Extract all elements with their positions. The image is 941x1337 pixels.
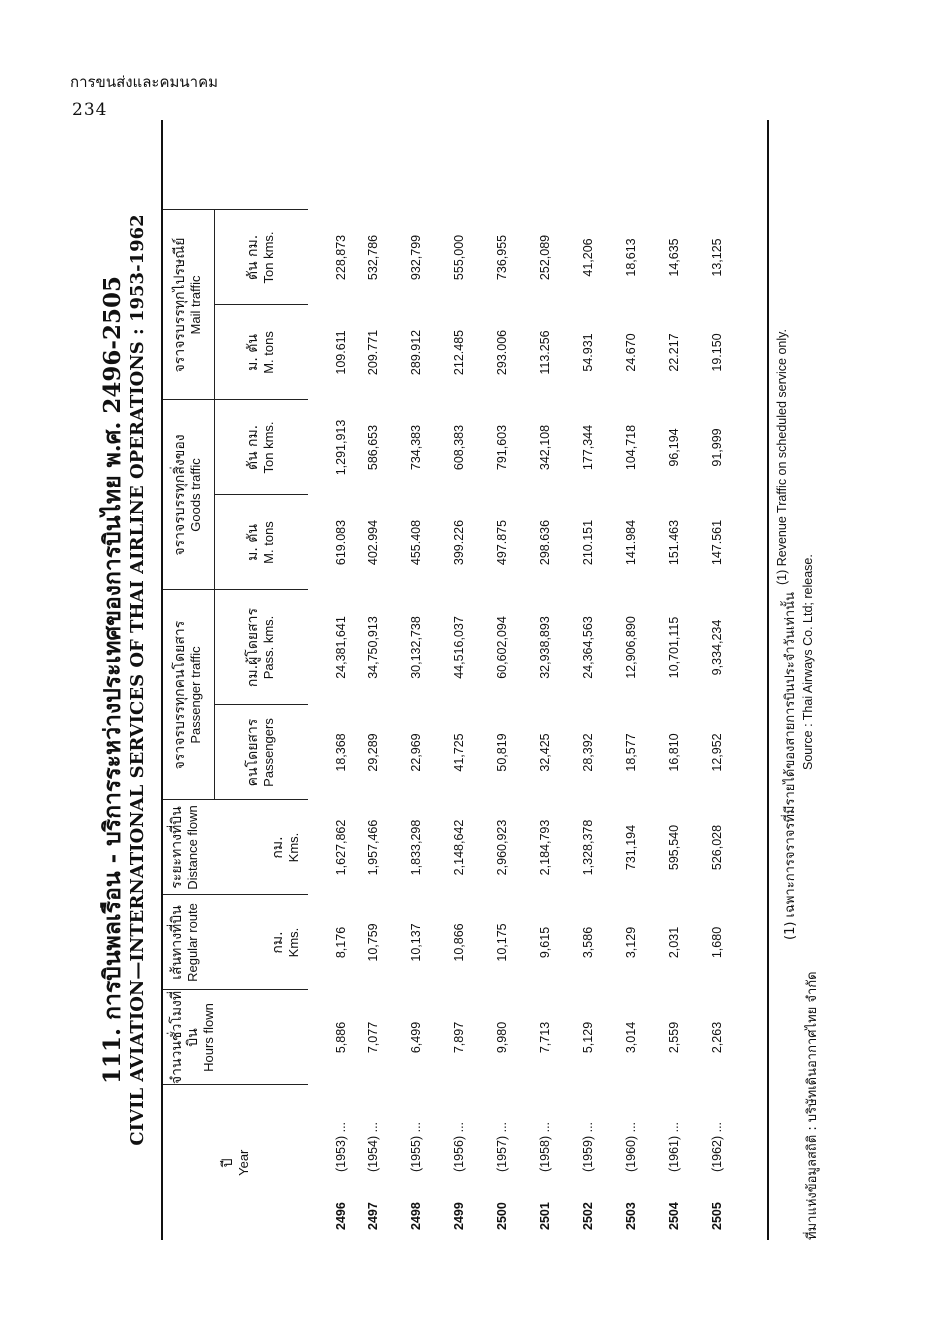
- cell-goods-tonkms: 1,291,913: [333, 419, 348, 476]
- spacer-cell: [523, 120, 566, 210]
- year-be: 2503: [623, 1202, 638, 1230]
- year-be: 2496: [333, 1202, 348, 1230]
- cell-route: 10,866: [451, 923, 466, 962]
- year-ce: (1959) ...: [580, 1121, 595, 1172]
- passengers-subheader: [214, 705, 308, 800]
- cell-distance: 2,184,793: [537, 819, 552, 876]
- cell-passengers: 18,577: [623, 733, 638, 772]
- cell-pass-kms: 30,132,738: [408, 616, 423, 679]
- table-bottom-rule: [767, 120, 769, 1240]
- spacer-cell: [566, 120, 609, 210]
- goods-tons-sub-thai: ม. ตัน: [245, 524, 262, 561]
- cell-distance: 526,028: [709, 824, 724, 871]
- cell-passengers: 12,952: [709, 733, 724, 772]
- cell-mail-tonkms: 532,786: [365, 234, 380, 281]
- cell-hours: 9,980: [494, 1021, 509, 1054]
- table-row: [437, 120, 480, 1240]
- cell-goods-tons: 399.226: [451, 519, 466, 566]
- cell-route: 10,175: [494, 923, 509, 962]
- goods-tonkms-sub-thai: ตัน กม.: [245, 424, 262, 471]
- cell-distance: 1,627,862: [333, 819, 348, 876]
- table-row: [394, 120, 437, 1240]
- year-header-thai: ปี: [219, 1158, 236, 1168]
- year-cell: [609, 1085, 652, 1240]
- hours-header-english: Hours flown: [201, 1003, 216, 1072]
- spacer-column: [162, 120, 308, 210]
- cell-mail-tonkms: 18,613: [623, 238, 638, 277]
- pass-kms-sub-english: Pass. kms.: [261, 615, 277, 680]
- cell-goods-tonkms: 96,194: [666, 428, 681, 467]
- cell-hours: 2,559: [666, 1021, 681, 1054]
- cell-mail-tonkms: 228,873: [333, 234, 348, 281]
- year-cell: [480, 1085, 523, 1240]
- distance-unit-english: Kms.: [286, 832, 301, 863]
- cell-pass-kms: 34,750,913: [365, 616, 380, 679]
- year-ce: (1956) ...: [451, 1121, 466, 1172]
- cell-hours: 6,499: [408, 1021, 423, 1054]
- goods-tonkms-subheader: [214, 400, 308, 495]
- route-header-english: Regular route: [185, 903, 200, 982]
- year-ce: (1961) ...: [666, 1121, 681, 1172]
- cell-mail-tons: 209.771: [365, 329, 380, 376]
- source-english: Source : Thai Airways Co. Ltd; release.: [801, 554, 815, 770]
- distance-header-thai: ระยะทางที่บิน: [169, 806, 185, 889]
- passenger-traffic-header: [162, 590, 214, 800]
- mail-tons-sub-thai: ม. ตัน: [245, 334, 262, 371]
- cell-hours: 7,713: [537, 1021, 552, 1054]
- civil-aviation-table: [161, 120, 738, 1240]
- cell-goods-tons: 210.151: [580, 519, 595, 566]
- cell-mail-tonkms: 555,000: [451, 234, 466, 281]
- cell-goods-tons: 497.875: [494, 519, 509, 566]
- cell-mail-tons: 212.485: [451, 329, 466, 376]
- pass-kms-sub-thai: กม.ผู้โดยสาร: [245, 607, 262, 688]
- passenger-header-thai: จราจรบรรทุกคนโดยสาร: [172, 620, 189, 770]
- cell-goods-tons: 151.463: [666, 519, 681, 566]
- cell-passengers: 29,289: [365, 733, 380, 772]
- cell-hours: 5,886: [333, 1021, 348, 1054]
- route-unit-cell: [264, 895, 308, 990]
- cell-passengers: 22,969: [408, 733, 423, 772]
- cell-pass-kms: 10,701,115: [666, 616, 681, 679]
- year-cell: [351, 1085, 394, 1240]
- table-row: [609, 120, 652, 1240]
- year-ce: (1955) ...: [408, 1121, 423, 1172]
- year-cell: [523, 1085, 566, 1240]
- cell-mail-tonkms: 41,206: [580, 238, 595, 277]
- mail-tons-subheader: [214, 305, 308, 400]
- cell-hours: 3,014: [623, 1021, 638, 1054]
- goods-tons-sub-english: M. tons: [261, 521, 277, 564]
- cell-route: 10,759: [365, 923, 380, 962]
- spacer-cell: [437, 120, 480, 210]
- cell-goods-tons: 141.984: [623, 519, 638, 566]
- table-row: [480, 120, 523, 1240]
- year-be: 2505: [709, 1202, 724, 1230]
- year-header-english: Year: [235, 1149, 251, 1176]
- passengers-sub-thai: คนโดยสาร: [245, 718, 262, 787]
- spacer-cell: [308, 120, 351, 210]
- goods-tons-subheader: [214, 495, 308, 590]
- cell-pass-kms: 44,516,037: [451, 616, 466, 679]
- passengers-sub-english: Passengers: [261, 718, 277, 787]
- spacer-cell: [480, 120, 523, 210]
- route-unit-thai: กม.: [270, 931, 286, 954]
- cell-passengers: 32,425: [537, 733, 552, 772]
- cell-mail-tons: 293.006: [494, 329, 509, 376]
- year-column-header: [162, 1085, 308, 1240]
- cell-pass-kms: 24,381,641: [333, 616, 348, 679]
- goods-header-english: Goods traffic: [188, 458, 204, 532]
- cell-mail-tons: 22.217: [666, 333, 681, 372]
- footnote-english: (1) Revenue Traffic on scheduled service only.: [775, 329, 789, 585]
- year-ce: (1958) ...: [537, 1121, 552, 1172]
- year-be: 2497: [365, 1202, 380, 1230]
- spacer-cell: [652, 120, 695, 210]
- cell-goods-tonkms: 586,653: [365, 424, 380, 471]
- passenger-header-english: Passenger traffic: [188, 646, 204, 744]
- cell-goods-tonkms: 342,108: [537, 424, 552, 471]
- mail-traffic-header: [162, 210, 214, 400]
- hours-header-thai: จำนวนชั่วโมงที่บิน: [169, 990, 201, 1085]
- cell-goods-tons: 455.408: [408, 519, 423, 566]
- cell-distance: 595,540: [666, 824, 681, 871]
- cell-distance: 1,833,298: [408, 819, 423, 876]
- cell-hours: 7,897: [451, 1021, 466, 1054]
- pass-kms-subheader: [214, 590, 308, 705]
- cell-pass-kms: 32,938,893: [537, 616, 552, 679]
- cell-pass-kms: 12,906,890: [623, 616, 638, 679]
- cell-mail-tonkms: 14,635: [666, 238, 681, 277]
- cell-distance: 1,957,466: [365, 819, 380, 876]
- cell-passengers: 50,819: [494, 733, 509, 772]
- hours-column-header: [162, 990, 264, 1085]
- cell-mail-tons: 54.931: [580, 333, 595, 372]
- mail-header-thai: จราจรบรรทุกไปรษณีย์: [172, 237, 189, 373]
- year-cell: [566, 1085, 609, 1240]
- year-cell: [394, 1085, 437, 1240]
- year-cell: [308, 1085, 351, 1240]
- year-be: 2500: [494, 1202, 509, 1230]
- cell-route: 10,137: [408, 923, 423, 962]
- route-unit-english: Kms.: [286, 927, 301, 958]
- year-ce: (1962) ...: [709, 1121, 724, 1172]
- table-row: [523, 120, 566, 1240]
- spacer-cell: [609, 120, 652, 210]
- table-row: [308, 120, 351, 1240]
- mail-tons-sub-english: M. tons: [261, 331, 277, 374]
- distance-header-english: Distance flown: [185, 805, 200, 890]
- goods-header-thai: จราจรบรรทุกสิ่งของ: [172, 434, 189, 556]
- table-header: [162, 120, 308, 1240]
- source-thai: ที่มาแห่งข้อมูลสถิติ : บริษัทเดินอากาศไทย จำกัด: [805, 971, 820, 1240]
- cell-mail-tons: 19.150: [709, 333, 724, 372]
- spacer-cell: [394, 120, 437, 210]
- cell-hours: 2,263: [709, 1021, 724, 1054]
- cell-pass-kms: 9,334,234: [709, 619, 724, 676]
- cell-distance: 2,960,923: [494, 819, 509, 876]
- year-be: 2502: [580, 1202, 595, 1230]
- year-be: 2501: [537, 1202, 552, 1230]
- cell-goods-tons: 402.994: [365, 519, 380, 566]
- mail-header-english: Mail traffic: [188, 275, 204, 335]
- rotated-table-page: [95, 120, 855, 1240]
- year-be: 2504: [666, 1202, 681, 1230]
- cell-goods-tonkms: 791,603: [494, 424, 509, 471]
- mail-tonkms-subheader: [214, 210, 308, 305]
- cell-mail-tonkms: 932,799: [408, 234, 423, 281]
- cell-hours: 7,077: [365, 1021, 380, 1054]
- cell-passengers: 16,810: [666, 733, 681, 772]
- cell-goods-tons: 147.561: [709, 519, 724, 566]
- year-ce: (1953) ...: [333, 1121, 348, 1172]
- cell-goods-tonkms: 91,999: [709, 428, 724, 467]
- spacer-cell: [695, 120, 738, 210]
- year-be: 2499: [451, 1202, 466, 1230]
- cell-route: 1,680: [709, 926, 724, 959]
- cell-mail-tonkms: 736,955: [494, 234, 509, 281]
- table-title-thai: 111. การบินพลเรือน - บริการระหว่างประเทศของการบินไทย พ.ศ. 2496-2505: [99, 276, 126, 1084]
- cell-mail-tons: 289.912: [408, 329, 423, 376]
- mail-tonkms-sub-thai: ตัน กม.: [245, 234, 262, 281]
- cell-mail-tonkms: 252,089: [537, 234, 552, 281]
- cell-route: 9,615: [537, 926, 552, 959]
- year-cell: [695, 1085, 738, 1240]
- cell-route: 8,176: [333, 926, 348, 959]
- page-number: 234: [72, 100, 108, 120]
- year-ce: (1957) ...: [494, 1121, 509, 1172]
- cell-goods-tonkms: 608,383: [451, 424, 466, 471]
- cell-distance: 2,148,642: [451, 819, 466, 876]
- distance-unit-cell: [264, 800, 308, 895]
- table-body: [308, 120, 738, 1240]
- distance-unit-thai: กม.: [270, 836, 286, 859]
- cell-route: 2,031: [666, 926, 681, 959]
- cell-pass-kms: 60,602,094: [494, 616, 509, 679]
- route-header-thai: เส้นทางที่บิน: [169, 905, 185, 980]
- table-row: [351, 120, 394, 1240]
- mail-tonkms-sub-english: Ton kms.: [261, 231, 277, 284]
- cell-mail-tonkms: 13,125: [709, 238, 724, 277]
- distance-column-header: [162, 800, 264, 895]
- cell-mail-tons: 113.256: [537, 330, 552, 375]
- cell-pass-kms: 24,364,563: [580, 616, 595, 679]
- goods-traffic-header: [162, 400, 214, 590]
- cell-hours: 5,129: [580, 1021, 595, 1054]
- cell-passengers: 18,368: [333, 733, 348, 772]
- cell-passengers: 28,392: [580, 733, 595, 772]
- footnote-thai: (1) เฉพาะการจราจรที่มีรายได้ของสายการบินประจำวันเท่านั้น: [783, 592, 798, 940]
- table-title-english: CIVIL AVIATION—INTERNATIONAL SERVICES OF THAI AIRLINE OPERATIONS : 1953-1962: [127, 214, 148, 1146]
- cell-route: 3,129: [623, 926, 638, 959]
- cell-goods-tons: 298.636: [537, 519, 552, 566]
- year-ce: (1954) ...: [365, 1121, 380, 1172]
- cell-passengers: 41,725: [451, 733, 466, 772]
- cell-distance: 1,328,378: [580, 819, 595, 876]
- year-cell: [652, 1085, 695, 1240]
- year-be: 2498: [408, 1202, 423, 1230]
- table-row: [566, 120, 609, 1240]
- cell-goods-tonkms: 104,718: [623, 424, 638, 471]
- goods-tonkms-sub-english: Ton kms.: [261, 421, 277, 474]
- route-column-header: [162, 895, 264, 990]
- year-cell: [437, 1085, 480, 1240]
- table-row: [695, 120, 738, 1240]
- running-head: การขนส่งและคมนาคม: [70, 73, 218, 91]
- statistics-table-wrapper: [161, 120, 738, 1240]
- cell-goods-tons: 619.083: [333, 519, 348, 566]
- cell-mail-tons: 24.670: [623, 333, 638, 372]
- cell-goods-tonkms: 177,344: [580, 424, 595, 471]
- cell-goods-tonkms: 734,383: [408, 424, 423, 471]
- year-ce: (1960) ...: [623, 1121, 638, 1172]
- spacer-cell: [351, 120, 394, 210]
- table-row: [652, 120, 695, 1240]
- cell-distance: 731,194: [623, 824, 638, 871]
- cell-mail-tons: 109.611: [333, 330, 348, 375]
- hours-unit-cell: [264, 990, 308, 1085]
- cell-route: 3,586: [580, 926, 595, 959]
